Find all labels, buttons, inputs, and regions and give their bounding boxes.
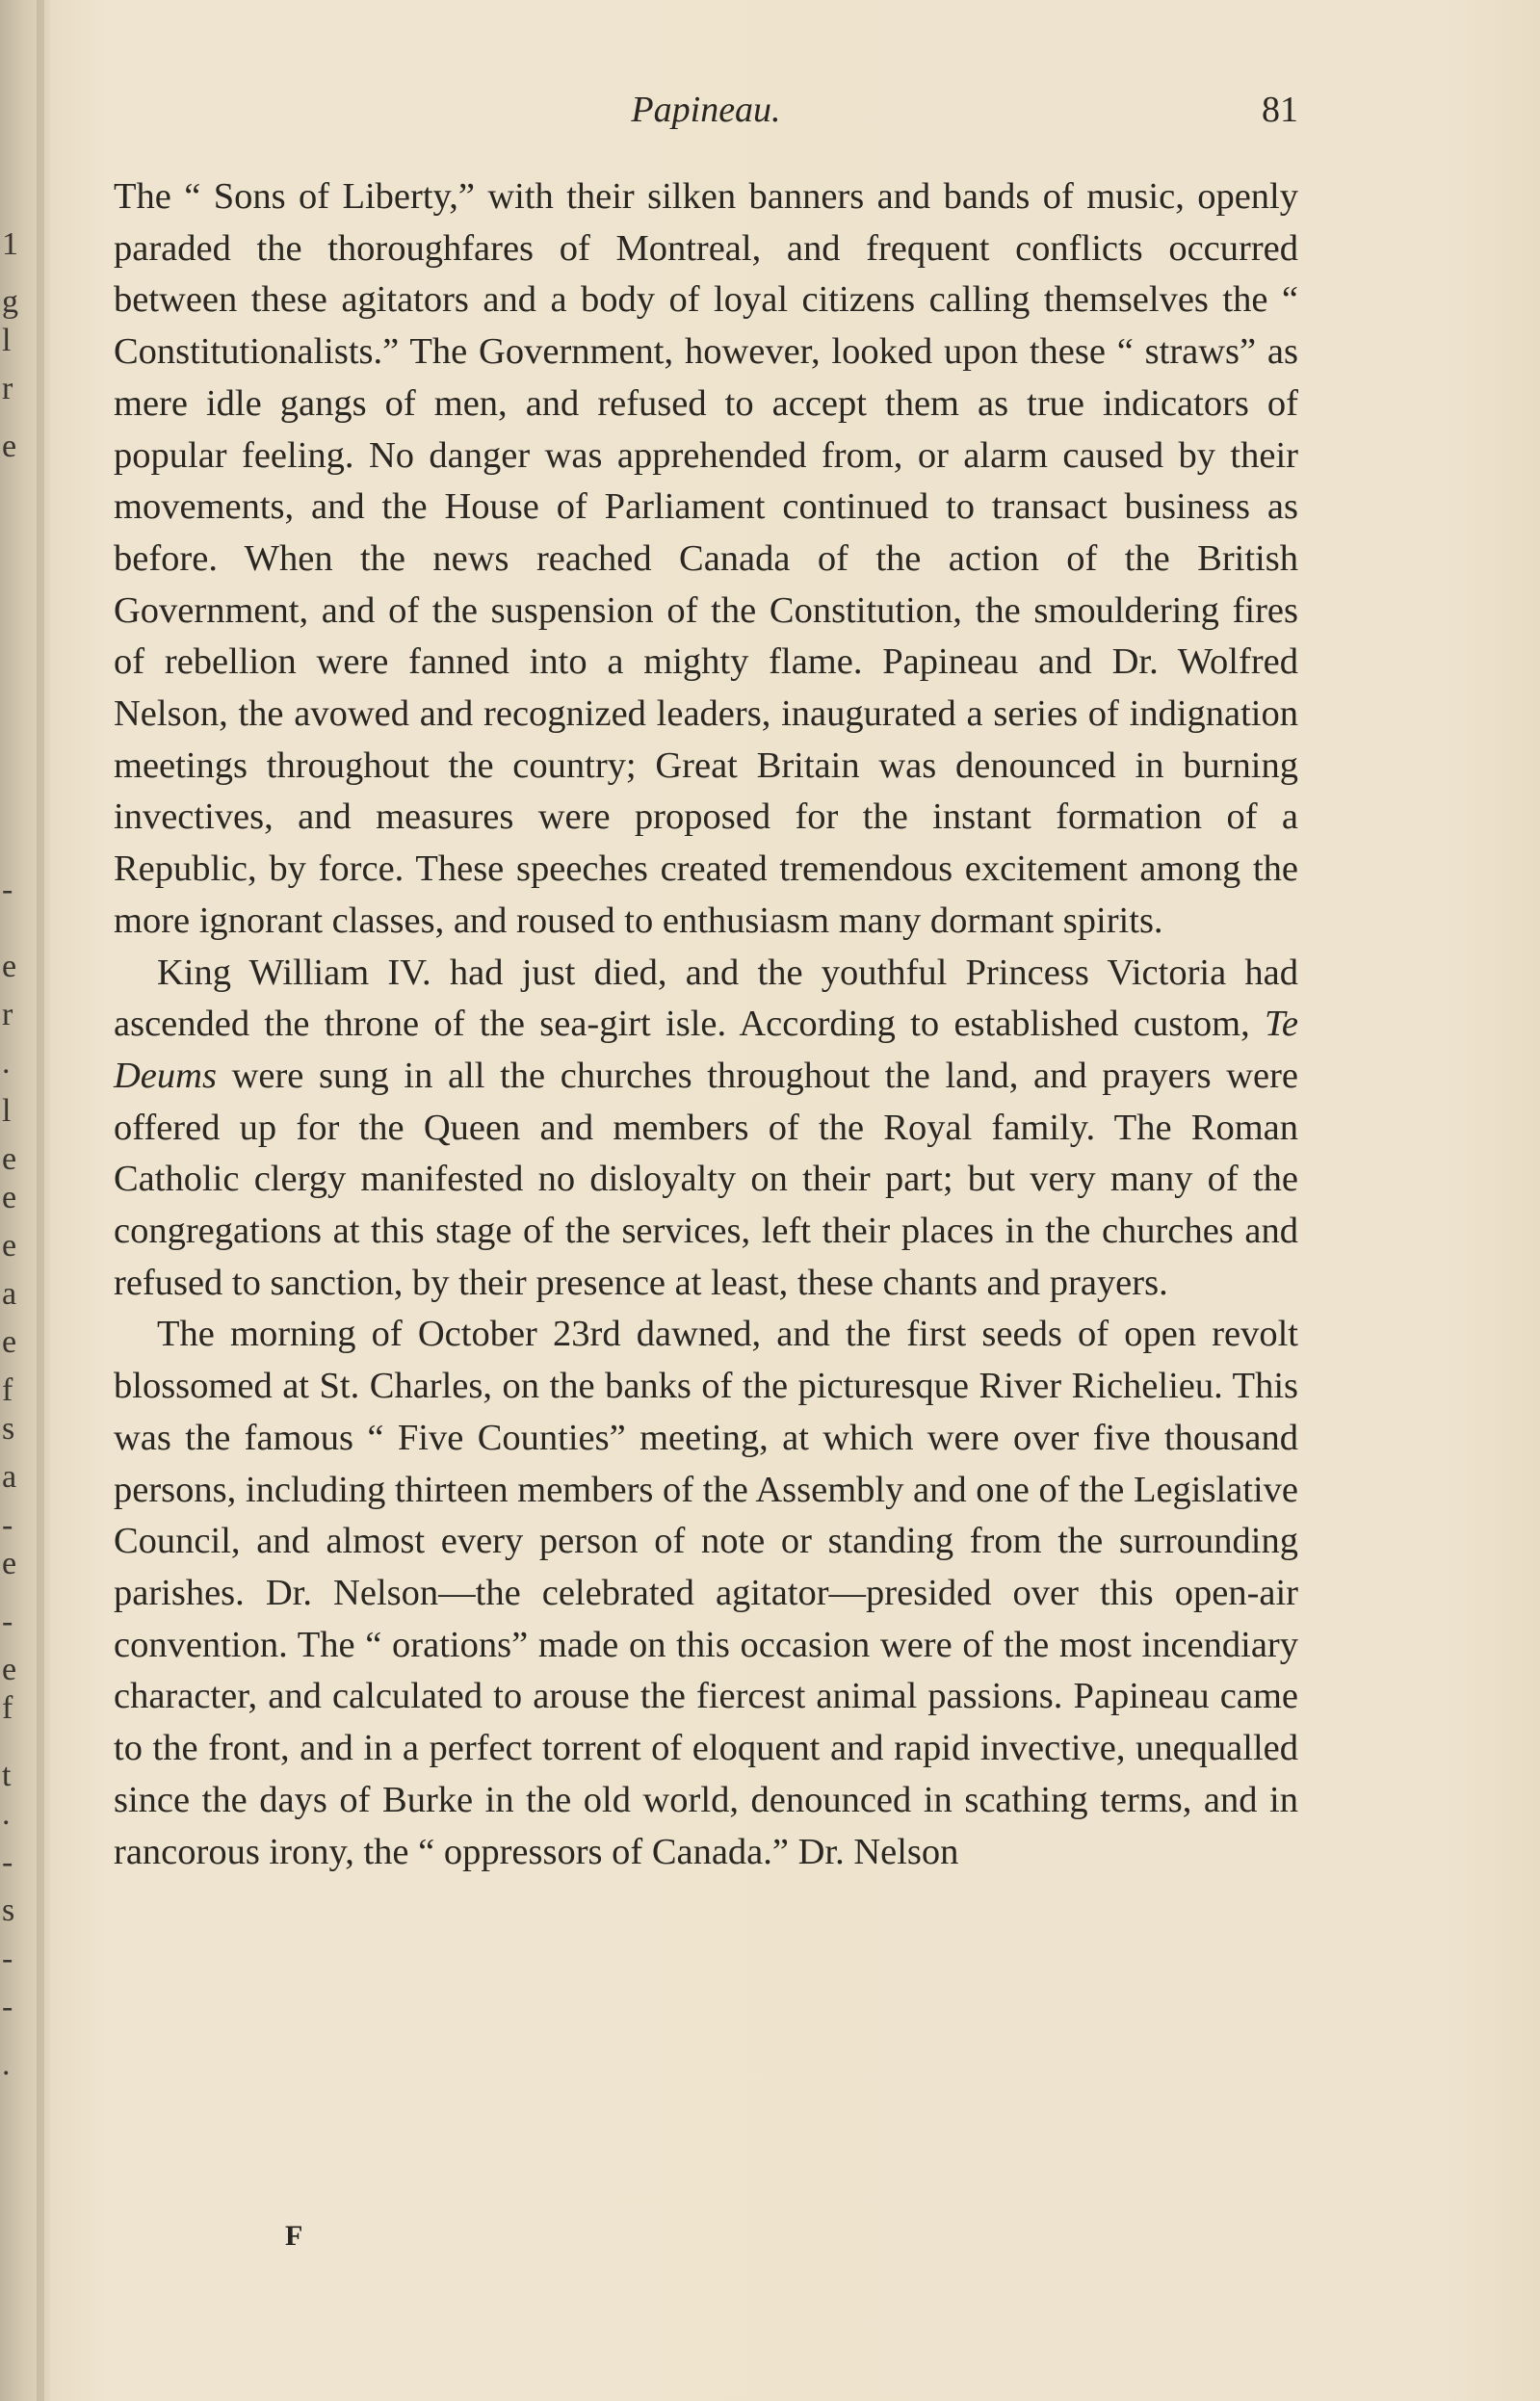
margin-fragment: - (2, 1507, 13, 1543)
signature-mark: F (285, 2220, 303, 2252)
margin-fragment: f (2, 1690, 13, 1726)
margin-fragment: f (2, 1372, 13, 1408)
running-title: Papineau. (631, 90, 781, 130)
margin-fragment: . (2, 1045, 11, 1081)
paragraph-2-italic: Te Deums (114, 1004, 1298, 1096)
margin-fragment: a (2, 1459, 17, 1495)
margin-fragment: - (2, 1941, 13, 1976)
margin-fragment: g (2, 284, 18, 320)
margin-fragment: e (2, 429, 17, 464)
margin-fragment: . (2, 1796, 11, 1832)
paragraph-3: The morning of October 23rd dawned, and the first seeds of open revolt blossomed at St. Charles, on the banks of the picturesque River Richelieu. This was the famous “ Five Counties” meeting, at which were over five thousand persons, including thirteen members of the Assembly and one of the Legislative Council, and almost every person of note or standing from the surrounding parishes. Dr. Nelson—the celebrated agitator—presided over this open-air convention. The “ orations” made on this occasion were of the most incendiary character, and calculated to arouse the fiercest animal passions. Papineau came to the front, and in a perfect torrent of eloquent and rapid invective, unequalled since the days of Burke in the old world, denounced in scathing terms, and in rancorous irony, the “ oppressors of Canada.” Dr. Nelson (114, 1314, 1298, 1872)
paragraph-2 (114, 948, 1298, 1310)
page-number: 81 (1262, 90, 1298, 130)
margin-fragment: e (2, 1228, 17, 1264)
margin-fragment: e (2, 1546, 17, 1581)
margin-fragment: r (2, 997, 13, 1032)
margin-fragment: . (2, 2047, 11, 2082)
margin-fragment: e (2, 1652, 17, 1687)
margin-fragment: - (2, 1844, 13, 1880)
margin-fragment: r (2, 371, 13, 406)
margin-fragment: e (2, 1324, 17, 1360)
body-text (114, 171, 1298, 1878)
margin-fragment: 1 (2, 226, 18, 262)
paragraph-1: The “ Sons of Liberty,” with their silken banners and bands of music, openly paraded the thoroughfares of Montreal, and frequent conflicts occurred between these agitators and a body of loyal citizens calling themselves the “ Constitutionalists.” The Government, however, looked upon these “ straws” as mere idle gangs of men, and refused to accept them as true indicators of popular feeling. No danger was apprehended from, or alarm caused by their movements, and the House of Parliament continued to transact business as before. When the news reached Canada of the action of the British Government, and of the suspension of the Constitution, the smouldering fires of rebellion were fanned into a mighty flame. Papineau and Dr. Wolfred Nelson, the avowed and recognized leaders, inaugurated a series of indignation meetings throughout the country; Great Britain was denounced in burning invectives, and measures were proposed for the instant formation of a Republic, by force. These speeches created tremendous excitement among the more ignorant classes, and roused to enthusiasm many dormant spirits. (114, 176, 1298, 941)
paragraph-2-text-b: were sung in all the churches throughout the land, and prayers were offered up for the Queen and members of the Royal family. The Roman Catholic clergy manifested no disloyalty on their part; but very many of the congregations at this stage of the services, left their places in the churches and refused to sanction, by their presence at least, these chants and prayers. (114, 1055, 1298, 1303)
margin-fragment: l (2, 323, 12, 358)
gutter-shadow (37, 0, 44, 2401)
margin-fragment: a (2, 1276, 17, 1312)
margin-fragment: l (2, 1093, 12, 1129)
margin-fragment: - (2, 1989, 13, 2024)
paragraph-2-text-a: King William IV. had just died, and the youthful Princess Victoria had ascended the throne of the sea-girt isle. According to established custom, (114, 952, 1298, 1045)
margin-fragment: - (2, 1604, 13, 1639)
margin-fragment: s (2, 1411, 15, 1447)
margin-fragment: e (2, 1180, 17, 1215)
margin-fragment: t (2, 1758, 12, 1793)
margin-fragment: - (2, 872, 13, 907)
running-head (114, 89, 1298, 146)
margin-fragment: e (2, 949, 17, 984)
margin-fragment: e (2, 1141, 17, 1177)
margin-fragment: s (2, 1892, 15, 1928)
